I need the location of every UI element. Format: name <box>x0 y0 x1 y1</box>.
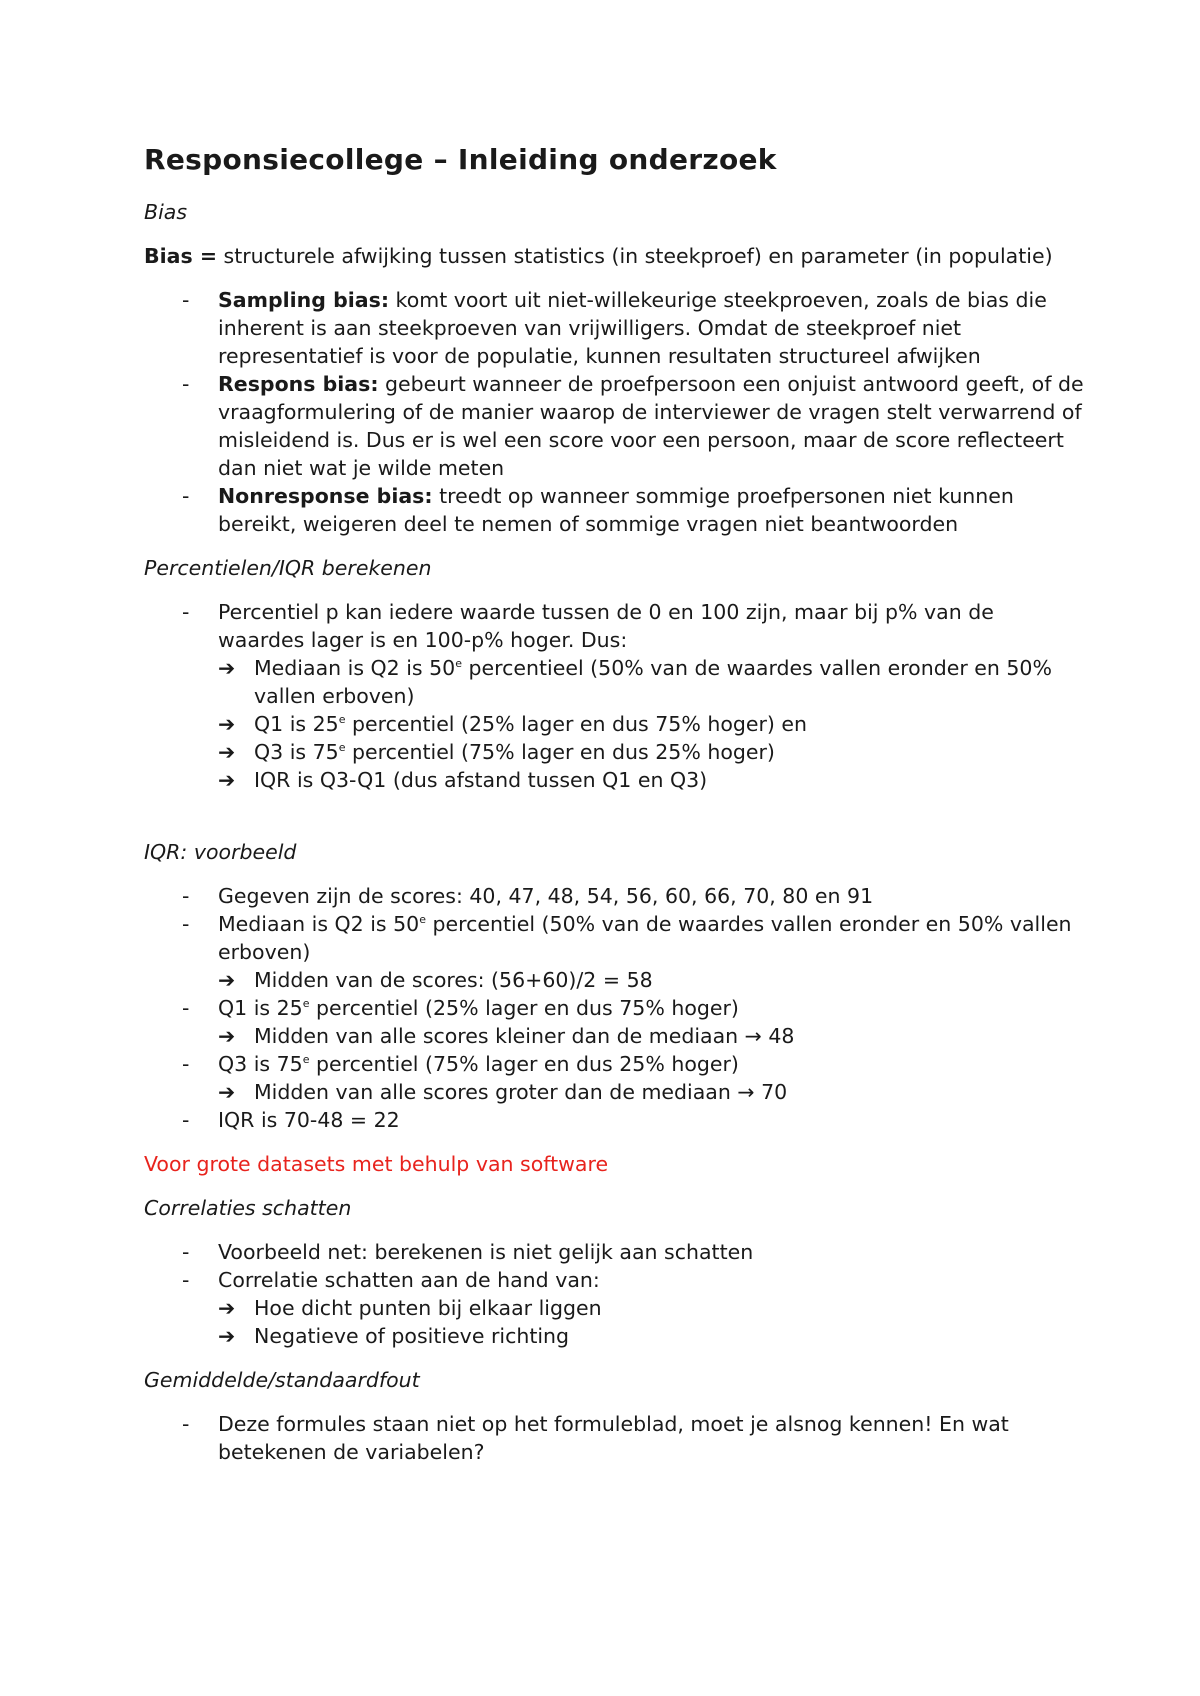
arrow-text: percentieel (50% van de waardes vallen eronder en 50% vallen erboven) <box>254 656 1052 708</box>
arrow-text: Q1 is 25 <box>254 712 339 736</box>
list-item <box>144 482 1084 538</box>
section-heading-mean-se: Gemiddelde/standaardfout <box>144 1368 420 1392</box>
list-item <box>144 370 1084 482</box>
arrow-text: Negatieve of positieve richting <box>254 1324 570 1348</box>
arrow-item <box>218 738 1084 766</box>
bias-term: Nonresponse bias: <box>218 484 433 508</box>
correlations-list <box>144 1238 1084 1350</box>
arrow-text: 48 <box>761 1024 795 1048</box>
superscript: e <box>338 713 346 727</box>
superscript: e <box>302 997 310 1011</box>
arrow-text: Mediaan is Q2 is 50 <box>254 656 456 680</box>
section-heading-percentiles: Percentielen/IQR berekenen <box>144 556 432 580</box>
mean-se-list <box>144 1410 1084 1466</box>
median-text: percentiel (50% van de waardes vallen eronder en 50% vallen erboven) <box>218 912 1072 964</box>
arrow-icon: ➔ <box>218 1080 236 1104</box>
dash-bullet: - <box>182 484 190 508</box>
section-heading-correlations: Correlaties schatten <box>144 1196 352 1220</box>
dash-bullet: - <box>182 1268 190 1292</box>
list-item <box>144 1410 1084 1466</box>
arrow-icon: ➔ <box>218 1296 236 1320</box>
bias-term: Respons bias: <box>218 372 379 396</box>
superscript: e <box>455 657 462 671</box>
correlation-text: Correlatie schatten aan de hand van: <box>218 1268 600 1292</box>
red-note: Voor grote datasets met behulp van software <box>144 1152 609 1176</box>
arrow-icon: ➔ <box>218 1024 236 1048</box>
arrow-item <box>218 710 1084 738</box>
list-item <box>144 1106 1084 1134</box>
bias-definition <box>144 242 1084 270</box>
arrow-text: Q3 is 75 <box>254 740 339 764</box>
arrow-icon: ➔ <box>218 740 236 764</box>
percentile-text: Percentiel p kan iedere waarde tussen de 0 en 100 zijn, maar bij p% van de waardes lager is en 100-p% hoger. Dus: <box>218 600 994 652</box>
document-content <box>144 138 1084 1482</box>
dash-bullet: - <box>182 1052 190 1076</box>
correlation-text: Voorbeeld net: berekenen is niet gelijk aan schatten <box>218 1240 754 1264</box>
bias-definition-term: Bias = <box>144 244 218 268</box>
arrow-item <box>218 1322 1084 1350</box>
small-arrow-icon: → <box>737 1080 755 1104</box>
bias-list <box>144 286 1084 538</box>
scores-text: Gegeven zijn de scores: 40, 47, 48, 54, 56, 60, 66, 70, 80 en 91 <box>218 884 874 908</box>
superscript: e <box>419 913 426 927</box>
iqr-example-list <box>144 882 1084 1134</box>
dash-bullet: - <box>182 1412 190 1436</box>
arrow-icon: ➔ <box>218 1324 236 1348</box>
arrow-text: Midden van alle scores groter dan de mediaan <box>254 1080 738 1104</box>
section-heading-iqr-example: IQR: voorbeeld <box>144 840 297 864</box>
dash-bullet: - <box>182 288 190 312</box>
arrow-text: percentiel (75% lager en dus 25% hoger) <box>345 740 775 764</box>
q3-text: percentiel (75% lager en dus 25% hoger) <box>309 1052 739 1076</box>
arrow-text: Hoe dicht punten bij elkaar liggen <box>254 1296 602 1320</box>
bias-text: treedt op wanneer sommige proefpersonen niet kunnen bereikt, weigeren deel te nemen of sommige vragen niet beantwoorden <box>218 484 1014 536</box>
arrow-text: IQR is Q3-Q1 (dus afstand tussen Q1 en Q3) <box>254 768 708 792</box>
q1-text: Q1 is 25 <box>218 996 303 1020</box>
arrow-text: 70 <box>754 1080 788 1104</box>
arrow-text: percentiel (25% lager en dus 75% hoger) en <box>345 712 808 736</box>
bias-term: Sampling bias: <box>218 288 390 312</box>
arrow-item <box>218 1022 1084 1050</box>
spacer <box>144 810 1084 838</box>
dash-bullet: - <box>182 996 190 1020</box>
section-heading-bias: Bias <box>144 200 188 224</box>
list-item <box>144 1238 1084 1266</box>
arrow-item <box>218 654 1084 710</box>
dash-bullet: - <box>182 884 190 908</box>
dash-bullet: - <box>182 1108 190 1132</box>
arrow-icon: ➔ <box>218 968 236 992</box>
list-item <box>144 882 1084 910</box>
median-text: Mediaan is Q2 is 50 <box>218 912 420 936</box>
list-item <box>144 994 1084 1050</box>
superscript: e <box>302 1053 310 1067</box>
list-item <box>144 598 1084 794</box>
dash-bullet: - <box>182 372 190 396</box>
mean-se-text: Deze formules staan niet op het formuleblad, moet je alsnog kennen! En wat betekenen de variabelen? <box>218 1412 1009 1464</box>
dash-bullet: - <box>182 600 190 624</box>
list-item <box>144 1266 1084 1350</box>
q3-text: Q3 is 75 <box>218 1052 303 1076</box>
superscript: e <box>338 741 346 755</box>
arrow-icon: ➔ <box>218 712 236 736</box>
list-item <box>144 1050 1084 1106</box>
q1-text: percentiel (25% lager en dus 75% hoger) <box>309 996 739 1020</box>
arrow-item <box>218 766 1084 794</box>
list-item <box>144 910 1084 994</box>
bias-text: komt voort uit niet-willekeurige steekproeven, zoals de bias die inherent is aan steekproeven van vrijwilligers. Omdat de steekproef niet representatief is voor de populatie, kunnen resultaten structureel afwijken <box>218 288 1047 368</box>
bias-text: gebeurt wanneer de proefpersoon een onjuist antwoord geeft, of de vraagformulering of de manier waarop de interviewer de vragen stelt verwarrend of misleidend is. Dus er is wel een score voor een persoon, maar de score reflecteert dan niet wat je wilde meten <box>218 372 1084 480</box>
percentiles-list <box>144 598 1084 794</box>
arrow-item <box>218 1294 1084 1322</box>
dash-bullet: - <box>182 1240 190 1264</box>
bias-definition-text: structurele afwijking tussen statistics (in steekproef) en parameter (in populatie) <box>217 244 1053 268</box>
arrow-item <box>218 966 1084 994</box>
iqr-result: IQR is 70-48 = 22 <box>218 1108 400 1132</box>
dash-bullet: - <box>182 912 190 936</box>
list-item <box>144 286 1084 370</box>
arrow-text: Midden van alle scores kleiner dan de mediaan <box>254 1024 745 1048</box>
arrow-icon: ➔ <box>218 656 236 680</box>
arrow-item <box>218 1078 1084 1106</box>
page-title: Responsiecollege – Inleiding onderzoek <box>144 143 777 176</box>
small-arrow-icon: → <box>744 1024 762 1048</box>
arrow-text: Midden van de scores: (56+60)/2 = 58 <box>254 968 653 992</box>
arrow-icon: ➔ <box>218 768 236 792</box>
